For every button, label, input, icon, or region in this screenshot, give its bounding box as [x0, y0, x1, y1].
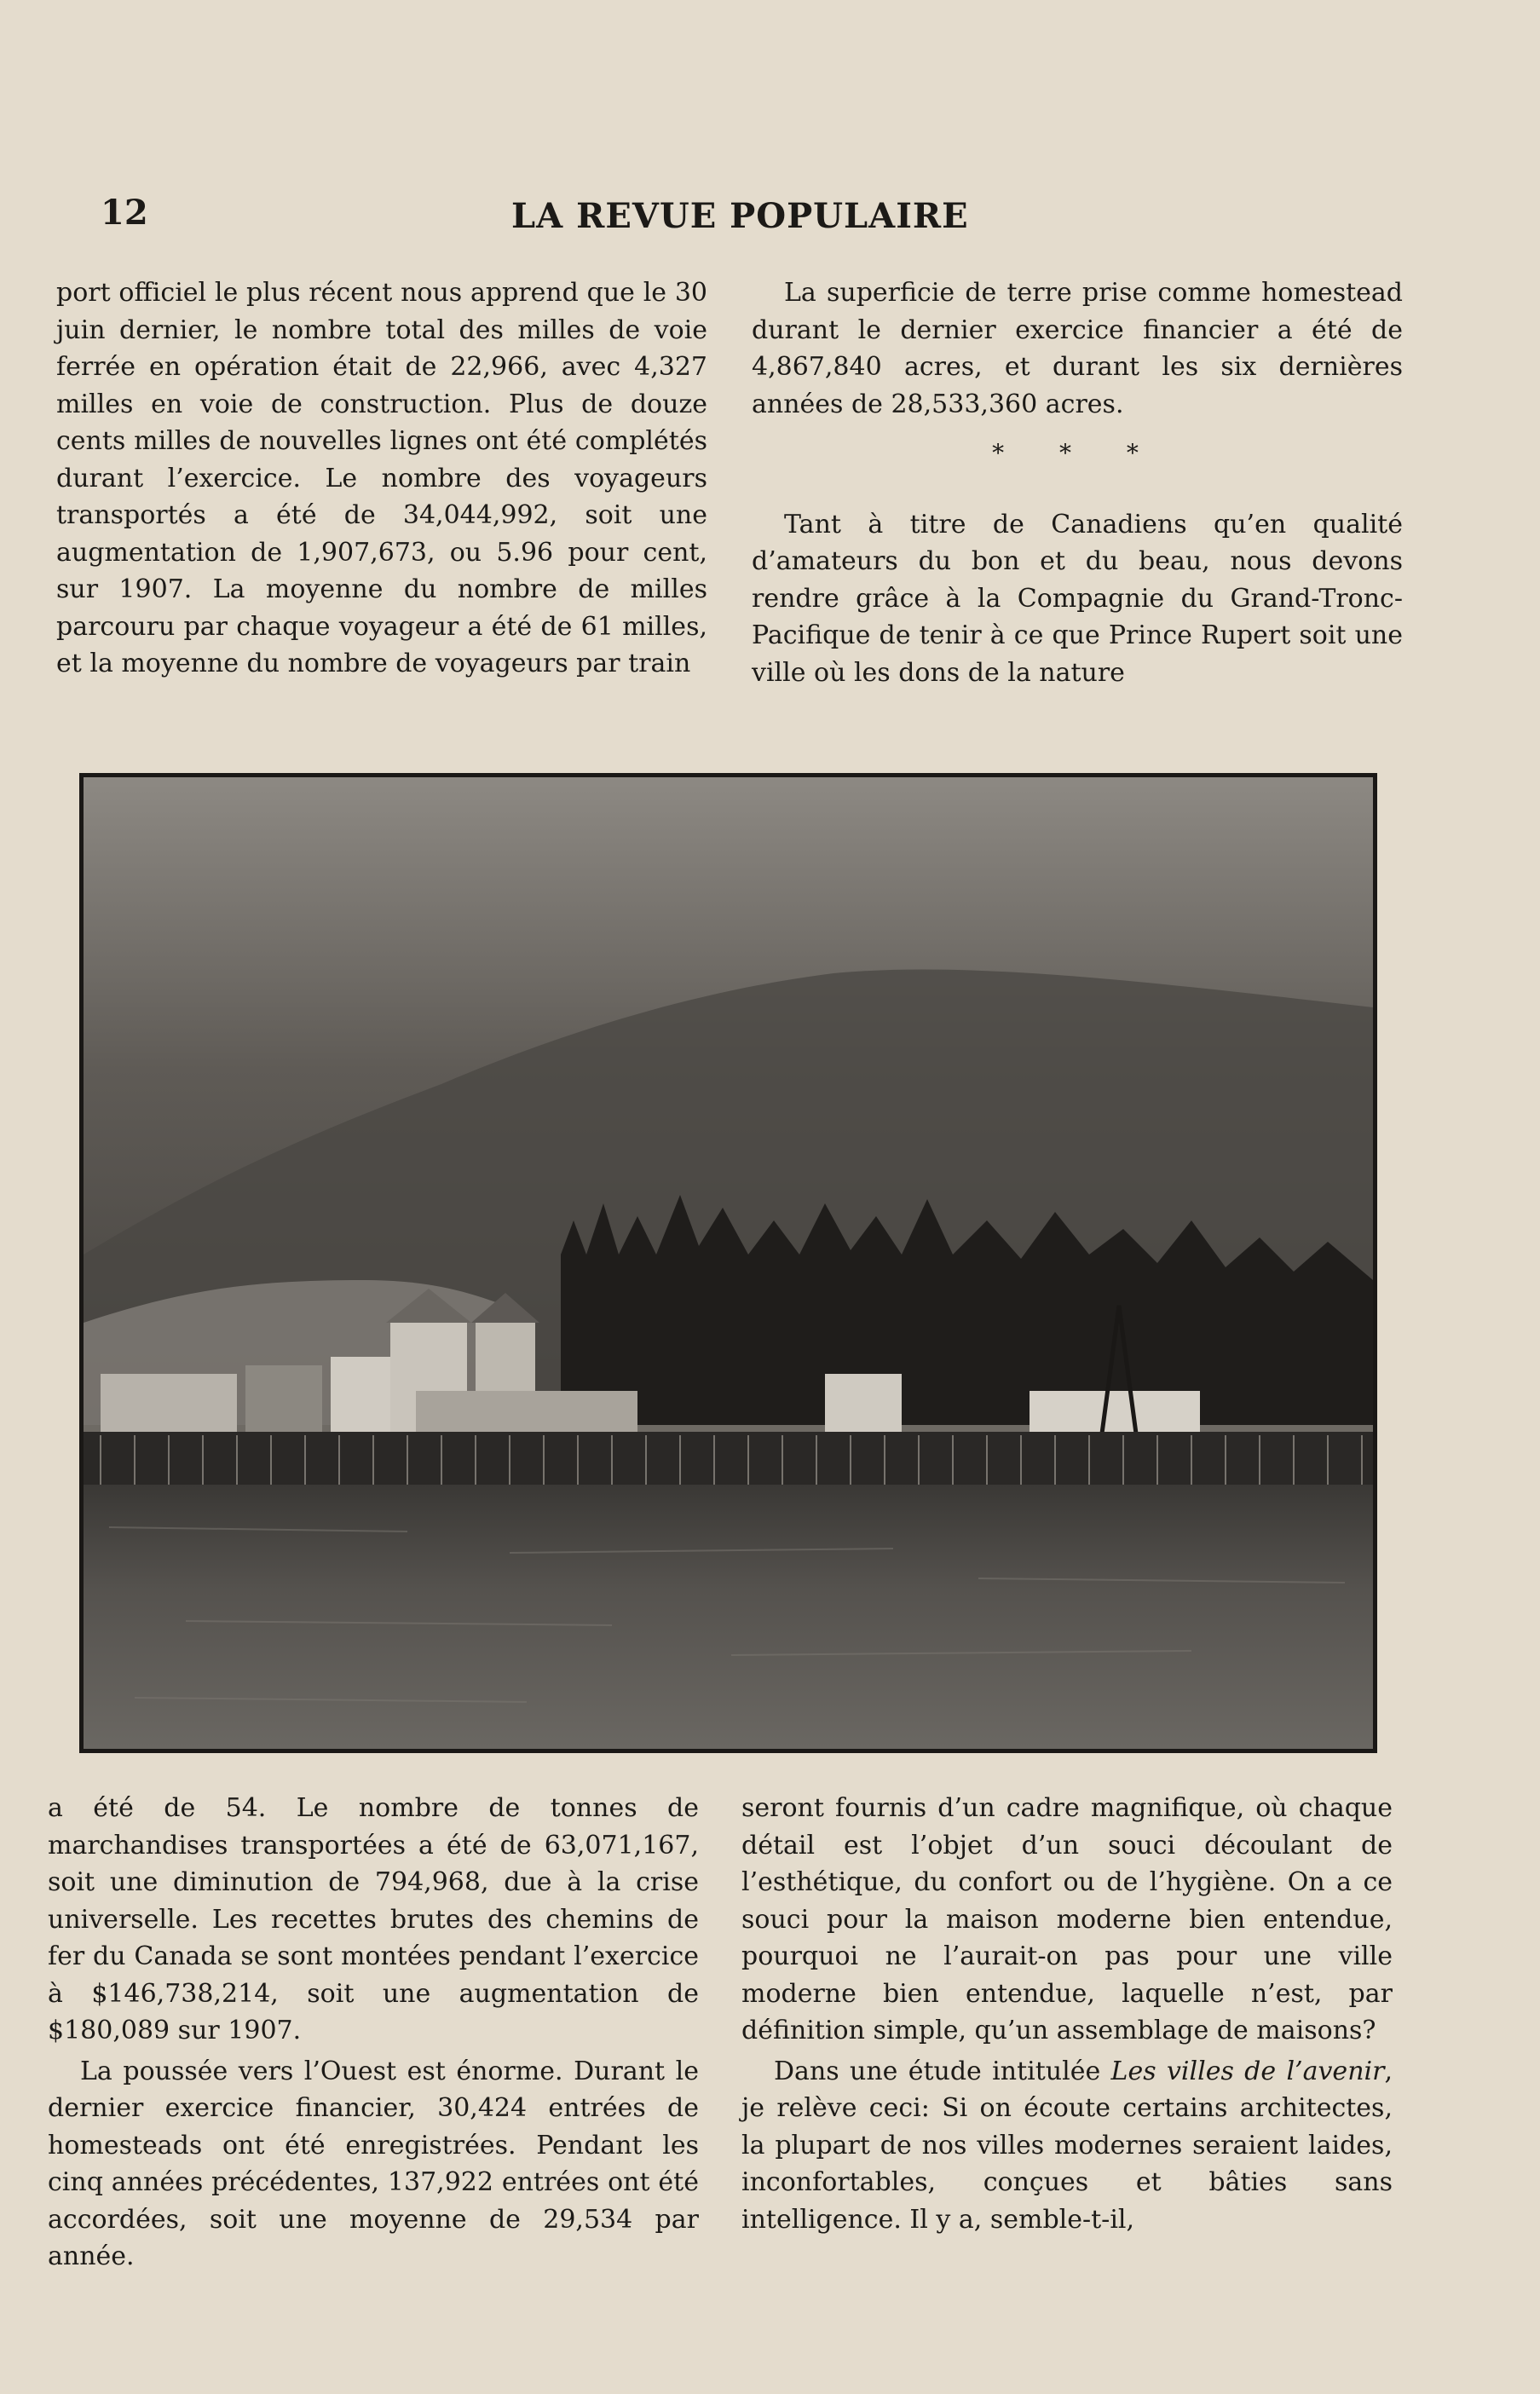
- column-top-left: [56, 274, 707, 683]
- section-separator: * * *: [992, 439, 1162, 467]
- paragraph: seront fournis d’un cadre magnifique, où chaque détail est l’objet d’un souci découlant de l’esthétique, du confort ou de l’hygiène. On a ce souci pour la maison moderne bien entendue, pourquoi ne l’aurait-on pas pour une ville moderne bien entendue, laquelle n’est, par définition simple, qu’un assemblage de maisons?: [741, 1793, 1393, 2045]
- page-number: 12: [101, 193, 148, 233]
- paragraph: Tant à titre de Canadiens qu’en qualité d’amateurs du bon et du beau, nous devons rendre grâce à la Compagnie du Grand-Tronc-Pacifique de tenir à ce que Prince Rupert soit une ville où les dons de la nature: [752, 509, 1403, 688]
- paragraph: La poussée vers l’Ouest est énorme. Durant le dernier exercice financier, 30,424 entrées de homesteads ont été enregistrées. Pendant les cinq années précédentes, 137,922 entrées ont été accordées, soit une moyenne de 29,534 par année.: [48, 2056, 699, 2271]
- paragraph: [741, 2053, 1393, 2239]
- paragraph: port officiel le plus récent nous apprend que le 30 juin dernier, le nombre total des milles de voie ferrée en opération était de 22,966, avec 4,327 milles en voie de construction. Plus de douze cents milles de nouvelles lignes ont été complétés durant l’exercice. Le nombre des voyageurs transportés a été de 34,044,992, soit une augmentation de 1,907,673, ou 5.96 pour cent, sur 1907. La moyenne du nombre de milles parcouru par chaque voyageur a été de 61 milles, et la moyenne du nombre de voyageurs par train: [56, 278, 707, 678]
- column-bottom-right: [741, 1790, 1393, 2238]
- cited-title: Les villes de l’avenir: [1110, 2056, 1385, 2086]
- paragraph: a été de 54. Le nombre de tonnes de marchandises transportées a été de 63,071,167, soit une diminution de 794,968, due à la crise universelle. Les recettes brutes des chemins de fer du Canada se sont montées pendant l’exercice à $146,738,214, soit une augmentation de $180,089 sur 1907.: [48, 1793, 699, 2045]
- paragraph-text: , je relève ceci: Si on écoute certains architectes, la plupart de nos villes modernes seraient laides, inconfortables, conçues et bâties sans intelligence. Il y a, semble-t-il,: [741, 2056, 1393, 2235]
- running-head: LA REVUE POPULAIRE: [511, 196, 969, 236]
- paragraph: La superficie de terre prise comme homestead durant le dernier exercice financier a été de 4,867,840 acres, et durant les six dernières années de 28,533,360 acres.: [752, 278, 1403, 419]
- column-bottom-left: [48, 1790, 699, 2276]
- harbour-photograph: [79, 773, 1377, 1753]
- paragraph-text: Dans une étude intitulée: [774, 2056, 1111, 2086]
- photograph-image: [84, 777, 1373, 1749]
- column-top-right: [752, 274, 1403, 691]
